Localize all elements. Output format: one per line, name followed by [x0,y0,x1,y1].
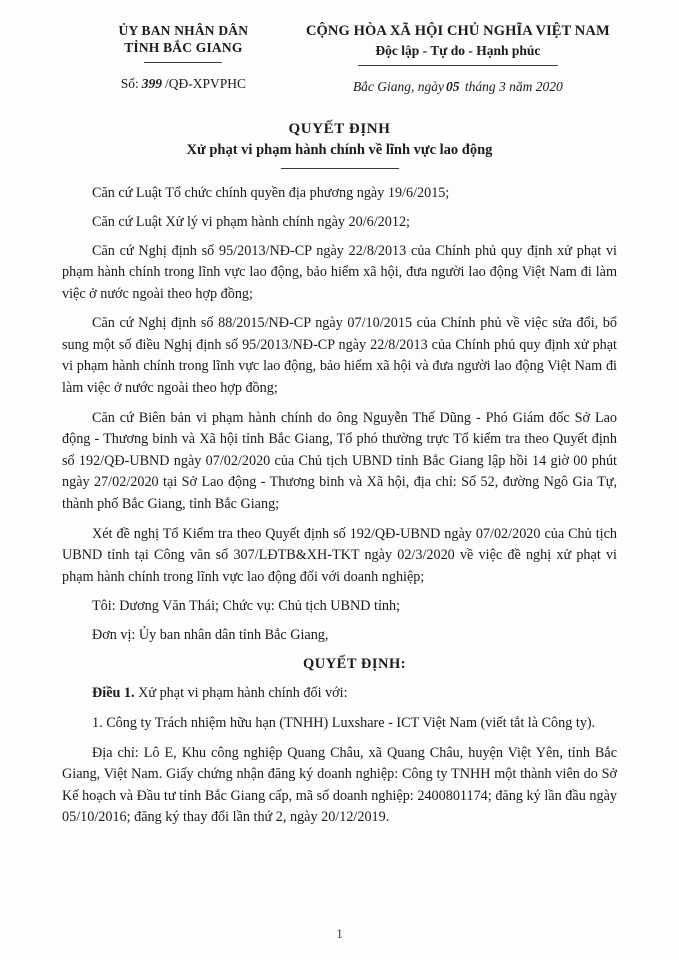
place-date-line [299,79,617,95]
issuing-unit-line: Đơn vị: Ủy ban nhân dân tỉnh Bắc Giang, [92,626,329,643]
document-title: QUYẾT ĐỊNH [288,121,391,138]
legal-basis-paragraph-2: Căn cứ Luật Xử lý vi phạm hành chính ngày 20/6/2012; [92,214,410,231]
article-1-paragraph [62,683,617,705]
issuer-line: Tôi: Dương Văn Thái; Chức vụ: Chủ tịch UBND tỉnh; [92,598,401,615]
page-number: 1 [336,926,343,941]
national-motto: Độc lập - Tự do - Hạnh phúc [375,42,541,58]
authority-underline [144,62,222,63]
legal-basis-paragraph-3: Căn cứ Nghị định số 95/2013/NĐ-CP ngày 22/8/2013 của Chính phủ quy định xử phạt vi phạm hành chính trong lĩnh vực lao động, bảo hiểm xã hội, đưa người lao động Việt Nam đi làm việc ở nước ngoài theo hợp đồng; [62,242,617,302]
article-1-text: Xử phạt vi phạm hành chính đối với: [138,685,348,702]
title-underline [281,168,399,169]
document-number-line [68,76,299,92]
decision-heading: QUYẾT ĐỊNH: [302,656,407,673]
legal-basis-paragraph-4: Căn cứ Nghị định số 88/2015/NĐ-CP ngày 07/10/2015 của Chính phủ về việc sửa đổi, bổ sung một số điều Nghị định số 95/2013/NĐ-CP ngày 22/8/2013 của Chính phủ quy định xử phạt vi phạm hành chính trong lĩnh vực lao động, bảo hiểm xã hội và đưa người lao động Việt Nam đi làm việc ở nước ngoài theo hợp đồng; [62,315,617,397]
document-subtitle: Xử phạt vi phạm hành chính về lĩnh vực lao động [186,142,493,159]
date-day-value: 05 [446,79,460,95]
article-1-label: Điều 1. [92,685,135,702]
national-heading-block [299,22,617,95]
document-title-block [62,121,617,169]
issuing-authority-block [62,22,299,92]
document-number-prefix: Số: [120,75,139,91]
document-number-suffix: /QĐ-XPVPHC [164,75,246,91]
consideration-paragraph: Xét đề nghị Tổ Kiểm tra theo Quyết định số 192/QĐ-UBND ngày 07/02/2020 của Chủ tịch UBND tỉnh tại Công văn số 307/LĐTB&XH-TKT ngày 02/3/2020 về việc đề nghị xử phạt vi phạm hành chính trong lĩnh vực lao động đối với doanh nghiệp; [62,525,617,585]
document-number-value: 399 [141,75,162,91]
national-underline [358,65,558,66]
national-title: CỘNG HÒA XÃ HỘI CHỦ NGHĨA VIỆT NAM [305,23,610,39]
place-date-prefix: Bắc Giang, ngày [352,79,445,95]
authority-line-1: ỦY BAN NHÂN DÂN [118,23,249,38]
document-body [62,183,617,828]
legal-basis-paragraph-5: Căn cứ Biên bản vi phạm hành chính do ông Nguyễn Thế Dũng - Phó Giám đốc Sở Lao động - Thương binh và Xã hội tỉnh Bắc Giang, Tổ phó thường trực Tổ kiểm tra theo Quyết định số 192/QĐ-UBND ngày 07/02/2020 của Chủ tịch UBND tỉnh Bắc Giang lập hồi 14 giờ 00 phút ngày 27/02/2020 tại Sở Lao động - Thương binh và Xã hội, địa chỉ: Số 52, đường Ngô Gia Tự, thành phố Bắc Giang, tỉnh Bắc Giang; [62,409,617,512]
document-header [62,22,617,95]
entity-address-paragraph: Địa chỉ: Lô E, Khu công nghiệp Quang Châu, xã Quang Châu, huyện Việt Yên, tỉnh Bắc Giang, Việt Nam. Giấy chứng nhận đăng ký doanh nghiệp: Công ty TNHH một thành viên do Sở Kế hoạch và Đầu tư tỉnh Bắc Giang cấp, mã số doanh nghiệp: 2400801174; đăng ký lần đầu ngày 05/10/2016; đăng ký thay đổi lần thứ 2, ngày 20/12/2019. [62,744,617,826]
legal-basis-paragraph-1: Căn cứ Luật Tổ chức chính quyền địa phương ngày 19/6/2015; [92,185,450,202]
date-month-year: tháng 3 năm 2020 [464,79,563,95]
penalized-entity-paragraph: 1. Công ty Trách nhiệm hữu hạn (TNHH) Luxshare - ICT Việt Nam (viết tắt là Công ty). [92,715,596,732]
authority-line-2: TỈNH BẮC GIANG [124,40,243,56]
